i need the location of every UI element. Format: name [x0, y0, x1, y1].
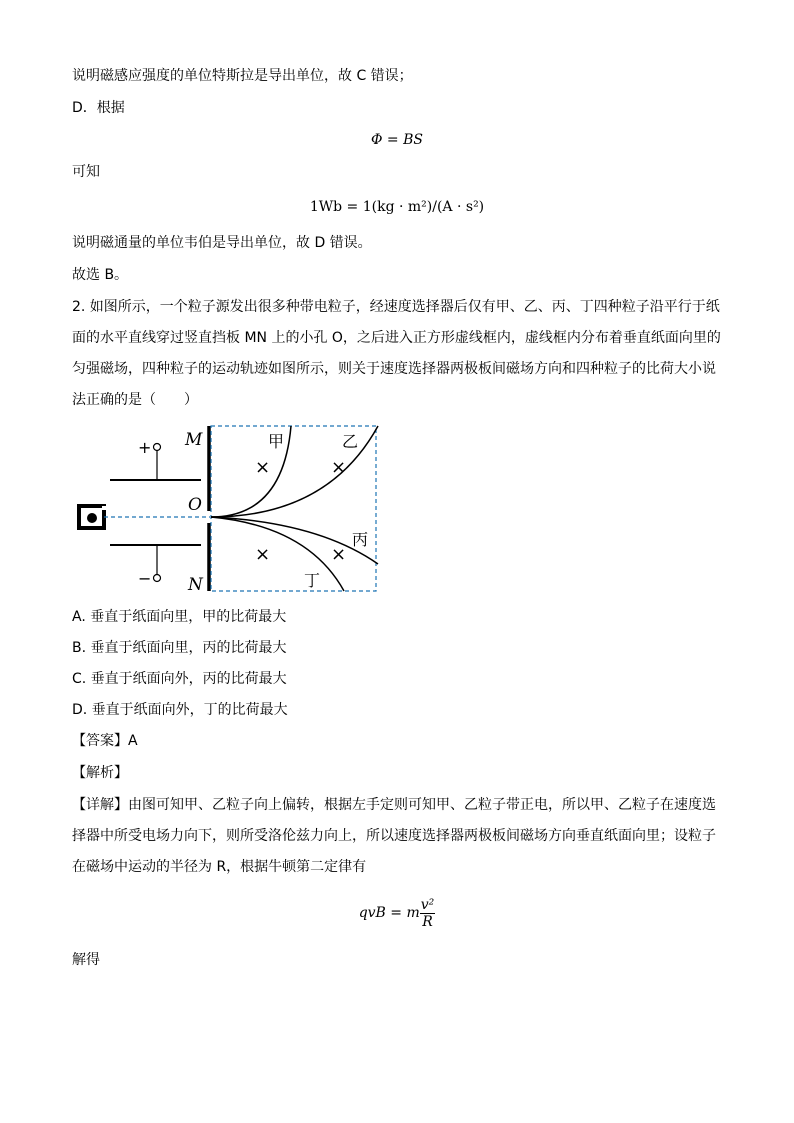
label-m: M [185, 430, 203, 450]
detail-line-1 [72, 795, 716, 815]
label-n: N [188, 575, 203, 595]
equation-fraction [420, 897, 436, 930]
text-d-label: D．根据 [72, 100, 125, 116]
answer-line [72, 731, 138, 751]
equation-newton [0, 896, 794, 930]
question-line-1: 2. 如图所示，一个粒子源发出很多种带电粒子，经速度选择器后仅有甲、乙、丙、丁四种粒子沿平行于纸 [72, 299, 720, 315]
label-yi: 乙 [342, 432, 359, 451]
field-cross: × [255, 457, 271, 478]
text-jiede: 解得 [72, 952, 100, 968]
particle-source-dot [87, 513, 97, 523]
negative-terminal [154, 575, 161, 582]
option-a: A. 垂直于纸面向里，甲的比荷最大 [72, 609, 287, 625]
text-line-d: 说明磁通量的单位韦伯是导出单位，故 D 错误。 [72, 235, 372, 251]
detail-line-3: 在磁场中运动的半径为 R，根据牛顿第二定律有 [72, 859, 367, 875]
option-c: C. 垂直于纸面向外，丙的比荷最大 [72, 671, 287, 687]
question-line-3: 匀强磁场，四种粒子的运动轨迹如图所示，则关于速度选择器两极板间磁场方向和四种粒子的比荷大小说 [72, 361, 716, 377]
question-line-2: 面的水平直线穿过竖直挡板 MN 上的小孔 O，之后进入正方形虚线框内，虚线框内分布着垂直纸面向里的 [72, 330, 721, 346]
analysis-label: 【解析】 [72, 765, 128, 781]
question-line-4: 法正确的是（ ） [72, 392, 198, 408]
label-ding: 丁 [304, 571, 321, 590]
label-o: O [188, 495, 202, 515]
field-cross: × [331, 544, 347, 565]
equation-weber: 1Wb = 1(kg · m²)/(A · s²) [309, 199, 485, 215]
equation-phi: Φ = BS [371, 132, 423, 148]
equation-numerator: v² [420, 896, 435, 913]
detail-label: 【详解】 [72, 797, 128, 813]
answer-value: A [128, 733, 138, 749]
equation-denominator: R [422, 913, 433, 930]
positive-terminal [154, 444, 161, 451]
velocity-selector-figure [68, 418, 388, 596]
minus-sign: − [138, 569, 152, 588]
field-cross: × [255, 544, 271, 565]
plus-sign: + [138, 438, 152, 457]
detail-line-2: 择器中所受电场力向下，则所受洛伦兹力向上，所以速度选择器两极板间磁场方向垂直纸面向里；设粒子 [72, 828, 716, 844]
label-jia: 甲 [268, 432, 285, 451]
text-final-choice: 故选 B。 [72, 267, 129, 283]
field-cross: × [331, 457, 347, 478]
label-bing: 丙 [352, 530, 369, 549]
detail-text-1: 由图可知甲、乙粒子向上偏转，根据左手定则可知甲、乙粒子带正电，所以甲、乙粒子在速度选 [128, 797, 716, 813]
text-kezhi: 可知 [72, 164, 100, 180]
option-b: B. 垂直于纸面向里，丙的比荷最大 [72, 640, 287, 656]
equation-lhs: qvB = m [358, 905, 420, 921]
trajectory-ding [211, 517, 347, 591]
option-d: D. 垂直于纸面向外，丁的比荷最大 [72, 702, 288, 718]
answer-label: 【答案】 [72, 733, 128, 749]
text-line-c: 说明磁感应强度的单位特斯拉是导出单位，故 C 错误； [72, 68, 413, 84]
